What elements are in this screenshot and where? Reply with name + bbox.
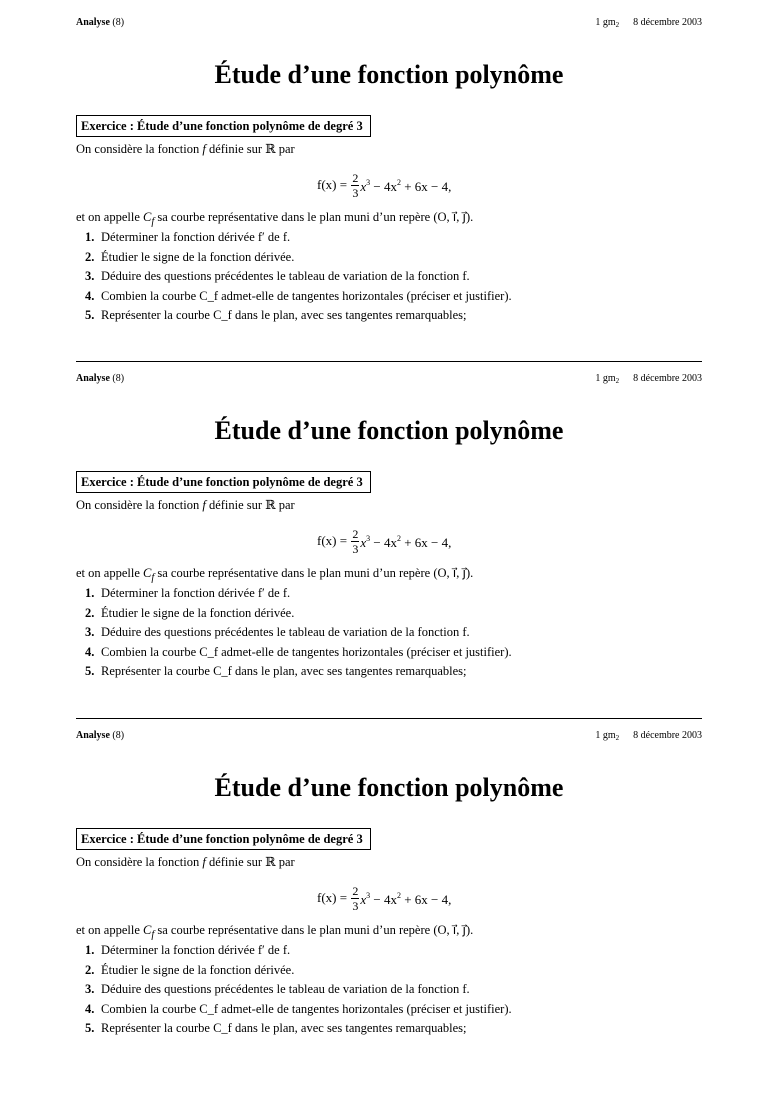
exercise-heading: Exercice : Étude d’une fonction polynôme de degré 3 (76, 471, 371, 493)
question-item: 5. Représenter la courbe C_f dans le plan, avec ses tangentes remarquables; (85, 1021, 467, 1035)
header-class: 1 gm (595, 730, 616, 741)
formula-lhs: f(x) = (317, 533, 348, 548)
repere-sentence: et on appelle $C_f$ sa courbe représentative dans le plan muni d’un repère (O, ı⃗, ȷ⃗). (76, 210, 474, 228)
formula-lhs: f(x) = (317, 890, 348, 905)
header-date: 8 décembre 2003 (633, 373, 702, 384)
formula-fraction: $\frac{2}{3}$ (352, 170, 359, 200)
question-item: 2. Étudier le signe de la fonction dérivée. (85, 249, 295, 264)
page-title: Étude d’une fonction polynôme (214, 773, 564, 802)
header-class-sub: 2 (615, 377, 620, 385)
page-header (76, 16, 702, 30)
cut-line (76, 361, 702, 362)
exercise-sheet-3 (76, 729, 702, 1069)
question-item: 4. Combien la courbe C_f admet-elle de tangentes horizontales (préciser et justifier). (85, 1001, 512, 1016)
question-item: 3. Déduire des questions précédentes le tableau de variation de la fonction f. (85, 625, 470, 639)
header-class-sub: 2 (615, 734, 620, 742)
exercise-heading: Exercice : Étude d’une fonction polynôme de degré 3 (76, 115, 371, 137)
header-class-sub: 2 (615, 21, 620, 29)
header-class: 1 gm (595, 373, 616, 384)
cut-line (76, 718, 702, 719)
question-item: 1. Déterminer la fonction dérivée f′ de f. (85, 230, 291, 244)
header-date: 8 décembre 2003 (633, 17, 702, 28)
question-item: 3. Déduire des questions précédentes le tableau de variation de la fonction f. (85, 269, 470, 283)
function-formula (76, 876, 702, 916)
question-item: 1. Déterminer la fonction dérivée f′ de f. (85, 586, 291, 600)
question-item: 3. Déduire des questions précédentes le tableau de variation de la fonction f. (85, 982, 470, 996)
header-number: (8) (112, 373, 125, 384)
exercise-intro: On considère la fonction f définie sur ℝ par (76, 142, 295, 156)
question-item: 1. Déterminer la fonction dérivée f′ de f. (85, 943, 291, 957)
function-formula (76, 163, 702, 203)
header-subject: Analyse (76, 730, 110, 741)
header-number: (8) (112, 730, 125, 741)
formula-rhs: $x^3 - 4x^2 + 6x - 4$, (360, 891, 452, 907)
page-title: Étude d’une fonction polynôme (214, 60, 564, 89)
page-header (76, 372, 702, 386)
exercise-intro: On considère la fonction f définie sur ℝ par (76, 498, 295, 512)
function-formula (76, 519, 702, 559)
exercise-intro: On considère la fonction f définie sur ℝ par (76, 855, 295, 869)
page-header (76, 729, 702, 743)
header-number: (8) (112, 17, 125, 28)
repere-sentence: et on appelle $C_f$ sa courbe représentative dans le plan muni d’un repère (O, ı⃗, ȷ⃗). (76, 566, 474, 584)
exercise-heading: Exercice : Étude d’une fonction polynôme de degré 3 (76, 828, 371, 850)
question-item: 5. Représenter la courbe C_f dans le plan, avec ses tangentes remarquables; (85, 664, 467, 678)
question-item: 2. Étudier le signe de la fonction dérivée. (85, 962, 295, 977)
formula-rhs: $x^3 - 4x^2 + 6x - 4$, (360, 178, 452, 194)
question-item: 4. Combien la courbe C_f admet-elle de tangentes horizontales (préciser et justifier). (85, 288, 512, 303)
questions-list (76, 584, 702, 682)
exercise-sheet-1 (76, 16, 702, 356)
question-item: 4. Combien la courbe C_f admet-elle de tangentes horizontales (préciser et justifier). (85, 644, 512, 659)
questions-list (76, 228, 702, 326)
header-date: 8 décembre 2003 (633, 730, 702, 741)
formula-lhs: f(x) = (317, 177, 348, 192)
page-title: Étude d’une fonction polynôme (214, 416, 564, 445)
questions-list (76, 941, 702, 1039)
formula-rhs: $x^3 - 4x^2 + 6x - 4$, (360, 534, 452, 550)
repere-sentence: et on appelle $C_f$ sa courbe représentative dans le plan muni d’un repère (O, ı⃗, ȷ⃗). (76, 923, 474, 941)
formula-fraction: $\frac{2}{3}$ (352, 526, 359, 556)
formula-fraction: $\frac{2}{3}$ (352, 883, 359, 913)
question-item: 2. Étudier le signe de la fonction dérivée. (85, 605, 295, 620)
question-item: 5. Représenter la courbe C_f dans le plan, avec ses tangentes remarquables; (85, 308, 467, 322)
header-class: 1 gm (595, 17, 616, 28)
header-subject: Analyse (76, 373, 110, 384)
header-subject: Analyse (76, 17, 110, 28)
exercise-sheet-2 (76, 372, 702, 712)
